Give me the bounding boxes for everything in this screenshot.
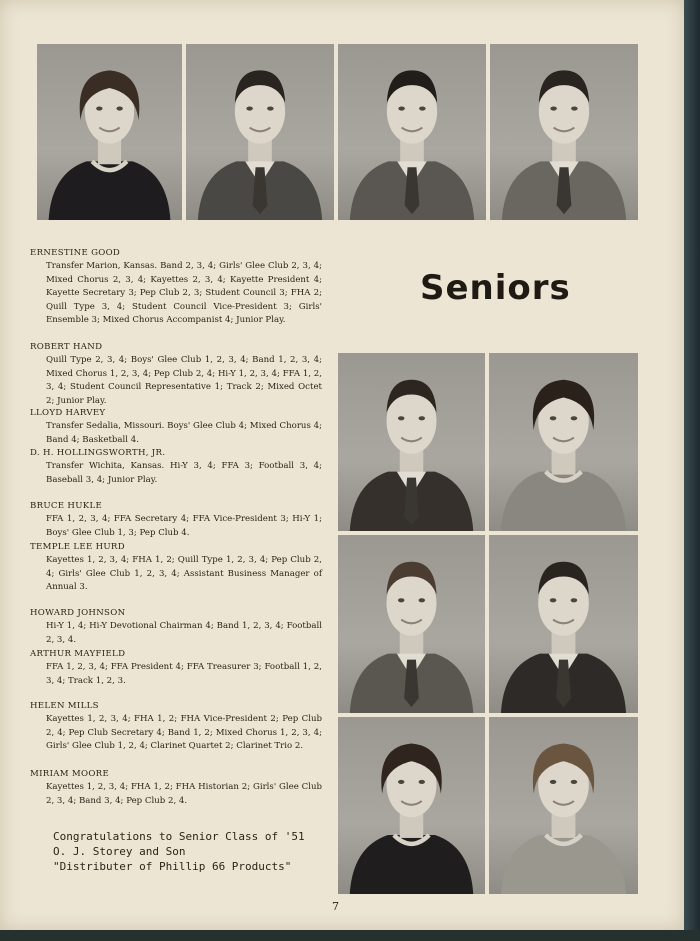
senior-activities: Transfer Marion, Kansas. Band 2, 3, 4; Girls' Glee Club 2, 3, 4; Mixed Chorus 2, 3, 4; Kayettes 2, 3, 4; Kayette President 4; Kayette Secretary 3; Pep Club 2, 3; Student Council 3; FHA 2; Quill Type 3, 4; Student Council Vice-President 3; Girls' Ensemble 3; Mixed Chorus Accompanist 4; Junior Play. — [46, 261, 322, 326]
portrait-silhouette — [338, 44, 486, 220]
ad-line-slogan: "Distributer of Phillip 66 Products" — [53, 860, 292, 873]
portrait-silhouette — [489, 535, 638, 713]
senior-name: BRUCE HUKLE — [30, 501, 103, 511]
portrait-arthur-mayfield — [489, 535, 638, 713]
senior-name: D. H. HOLLINGSWORTH, JR. — [30, 448, 166, 458]
bio-robert-hand — [30, 341, 322, 408]
bio-bruce-hukle — [30, 500, 322, 540]
bio-miriam-moore — [30, 768, 322, 808]
bio-howard-johnson — [30, 607, 322, 647]
senior-activities: Kayettes 1, 2, 3, 4; FHA 1, 2; FHA Vice-President 2; Pep Club 2, 4; Pep Club Secretary 4; Band 1, 2; Mixed Chorus 1, 2, 3, 4; Girls' Glee Club 1, 2, 4; Clarinet Quartet 2; Clarinet Trio 2. — [46, 714, 322, 752]
bio-temple-lee-hurd — [30, 541, 322, 595]
senior-activities: Quill Type 2, 3, 4; Boys' Glee Club 1, 2, 3, 4; Band 1, 2, 3, 4; Mixed Chorus 1, 2, 3, 4; Pep Club 2, 4; Hi-Y 1, 2, 3, 4; FFA 1, 2, 3, 4; Student Council Representative 1; Track 2; Mixed Octet 2; Junior Play. — [46, 355, 322, 406]
portrait-silhouette — [489, 717, 638, 894]
senior-name: ROBERT HAND — [30, 342, 103, 352]
ad-line-congratulations: Congratulations to Senior Class of '51 — [53, 830, 305, 843]
bio-helen-mills — [30, 700, 322, 754]
senior-name: TEMPLE LEE HURD — [30, 542, 125, 552]
page-bottom-edge — [0, 930, 700, 941]
portrait-howard-johnson — [338, 535, 485, 713]
senior-name: ARTHUR MAYFIELD — [30, 649, 126, 659]
senior-activities: Transfer Sedalia, Missouri. Boys' Glee Club 4; Mixed Chorus 4; Band 4; Basketball 4. — [46, 421, 322, 445]
portrait-silhouette — [37, 44, 182, 220]
portrait-miriam-moore — [489, 717, 638, 894]
senior-activities: Kayettes 1, 2, 3, 4; FHA 1, 2; Quill Type 1, 2, 3, 4; Pep Club 2, 4; Girls' Glee Club 1, 2, 3, 4; Assistant Business Manager of Annual 3. — [46, 555, 322, 593]
sponsor-ad — [53, 829, 305, 874]
portrait-robert-hand — [186, 44, 334, 220]
portrait-silhouette — [490, 44, 638, 220]
portrait-dh-hollingsworth — [490, 44, 638, 220]
senior-name: ERNESTINE GOOD — [30, 248, 121, 258]
bio-arthur-mayfield — [30, 648, 322, 688]
senior-name: HOWARD JOHNSON — [30, 608, 126, 618]
page-edge — [684, 0, 700, 941]
senior-activities: FFA 1, 2, 3, 4; FFA President 4; FFA Treasurer 3; Football 1, 2, 3, 4; Track 1, 2, 3. — [46, 662, 322, 686]
senior-activities: Kayettes 1, 2, 3, 4; FHA 1, 2; FHA Historian 2; Girls' Glee Club 2, 3, 4; Band 3, 4; Pep Club 2, 4. — [46, 782, 322, 806]
senior-name: LLOYD HARVEY — [30, 408, 106, 418]
section-title: Seniors — [420, 268, 571, 308]
portrait-lloyd-harvey — [338, 44, 486, 220]
ad-line-sponsor: O. J. Storey and Son — [53, 845, 186, 858]
senior-activities: Hi-Y 1, 4; Hi-Y Devotional Chairman 4; Band 1, 2, 3, 4; Football 2, 3, 4. — [46, 621, 322, 645]
portrait-silhouette — [338, 535, 485, 713]
portrait-silhouette — [338, 717, 485, 894]
bio-ernestine-good — [30, 247, 322, 327]
portrait-silhouette — [338, 353, 485, 531]
portrait-helen-mills — [338, 717, 485, 894]
senior-activities: Transfer Wichita, Kansas. Hi-Y 3, 4; FFA 3; Football 3, 4; Baseball 3, 4; Junior Play. — [46, 461, 322, 485]
senior-name: MIRIAM MOORE — [30, 769, 110, 779]
bio-dh-hollingsworth — [30, 447, 322, 487]
portrait-silhouette — [186, 44, 334, 220]
portrait-ernestine-good — [37, 44, 182, 220]
bio-lloyd-harvey — [30, 407, 322, 447]
senior-name: HELEN MILLS — [30, 701, 99, 711]
portrait-silhouette — [489, 353, 638, 531]
portrait-bruce-hukle — [338, 353, 485, 531]
portrait-temple-lee-hurd — [489, 353, 638, 531]
senior-activities: FFA 1, 2, 3, 4; FFA Secretary 4; FFA Vice-President 3; Hi-Y 1; Boys' Glee Club 1, 3; Pep Club 4. — [46, 514, 322, 538]
page-number: 7 — [332, 900, 339, 913]
